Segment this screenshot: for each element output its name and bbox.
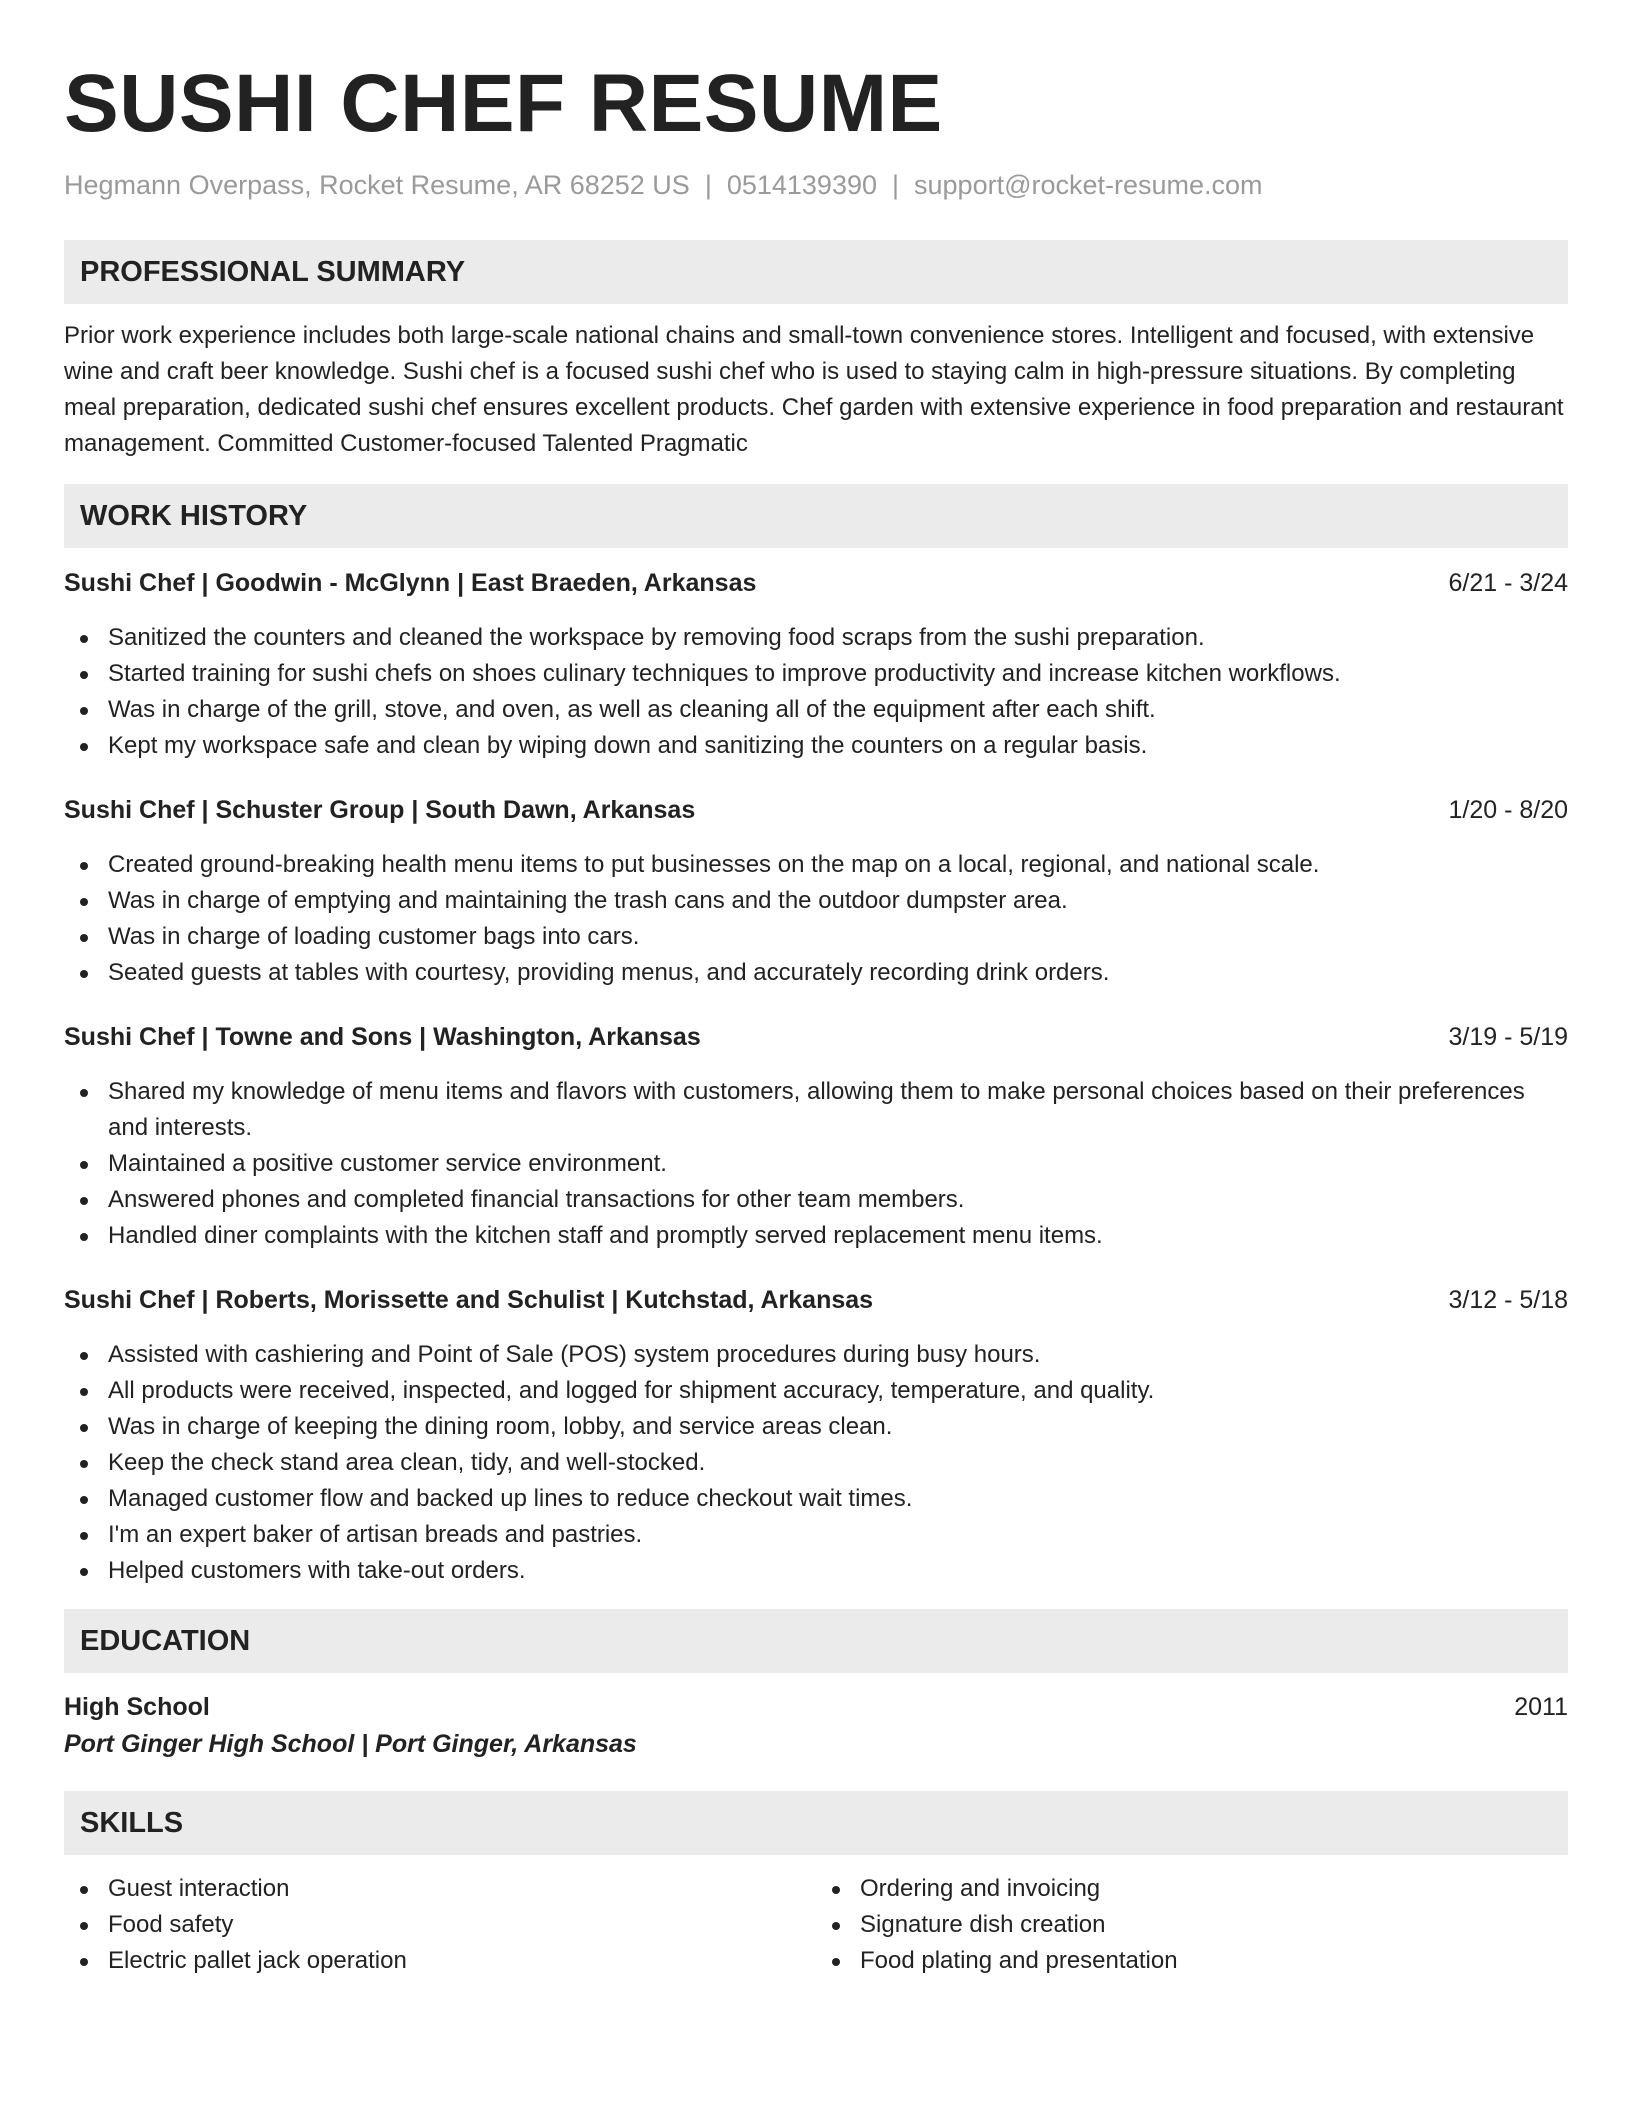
list-item: Assisted with cashiering and Point of Sale (POS) system procedures during busy hours. (64, 1337, 1568, 1373)
job-header (64, 1283, 1568, 1317)
job-bullets (64, 847, 1568, 991)
job-entry (64, 1020, 1568, 1254)
job-title: Sushi Chef | Roberts, Morissette and Schulist | Kutchstad, Arkansas (64, 1286, 874, 1314)
contact-separator: | (892, 170, 900, 200)
list-item: All products were received, inspected, and logged for shipment accuracy, temperature, and quality. (64, 1373, 1568, 1409)
job-dates: 3/12 - 5/18 (1448, 1286, 1568, 1314)
list-item: Was in charge of loading customer bags into cars. (64, 919, 1568, 955)
job-title: Sushi Chef | Goodwin - McGlynn | East Braeden, Arkansas (64, 569, 757, 597)
list-item: Electric pallet jack operation (64, 1943, 816, 1979)
list-item: Created ground-breaking health menu items to put businesses on the map on a local, regional, and national scale. (64, 847, 1568, 883)
contact-separator: | (704, 170, 712, 200)
summary-text: Prior work experience includes both large-scale national chains and small-town convenience stores. Intelligent and focused, with extensive wine and craft beer knowledge. Sushi chef is a focused sushi chef who is used to staying calm in high-pressure situations. By completing meal preparation, dedicated sushi chef ensures excellent products. Chef garden with extensive experience in food preparation and restaurant management. Committed Customer-focused Talented Pragmatic (64, 322, 1564, 457)
education-entry (64, 1689, 1568, 1763)
list-item: Managed customer flow and backed up lines to reduce checkout wait times. (64, 1481, 1568, 1517)
list-item: Food safety (64, 1907, 816, 1943)
job-bullets (64, 1337, 1568, 1589)
list-item: Signature dish creation (816, 1907, 1568, 1943)
skills-grid (64, 1871, 1568, 1979)
section-heading-skills: SKILLS (64, 1791, 1568, 1855)
section-heading-education: EDUCATION (64, 1609, 1568, 1673)
list-item: Kept my workspace safe and clean by wiping down and sanitizing the counters on a regular basis. (64, 728, 1568, 764)
resume-title: SUSHI CHEF RESUME (64, 58, 943, 149)
job-entry (64, 566, 1568, 764)
list-item: Food plating and presentation (816, 1943, 1568, 1979)
education-degree: High School (64, 1693, 210, 1721)
section-heading-summary: PROFESSIONAL SUMMARY (64, 240, 1568, 304)
contact-phone: 0514139390 (726, 170, 877, 200)
job-dates: 3/19 - 5/19 (1448, 1023, 1568, 1051)
job-bullets (64, 1074, 1568, 1254)
list-item: Ordering and invoicing (816, 1871, 1568, 1907)
job-entry (64, 793, 1568, 991)
education-year: 2011 (1514, 1693, 1568, 1721)
list-item: Keep the check stand area clean, tidy, and well-stocked. (64, 1445, 1568, 1481)
contact-line (64, 168, 1568, 202)
list-item: Sanitized the counters and cleaned the workspace by removing food scraps from the sushi preparation. (64, 620, 1568, 656)
list-item: Seated guests at tables with courtesy, providing menus, and accurately recording drink orders. (64, 955, 1568, 991)
list-item: Answered phones and completed financial transactions for other team members. (64, 1182, 1568, 1218)
list-item: Shared my knowledge of menu items and flavors with customers, allowing them to make personal choices based on their preferences and interests. (64, 1074, 1568, 1146)
education-school: Port Ginger High School | Port Ginger, Arkansas (64, 1730, 637, 1758)
list-item: Helped customers with take-out orders. (64, 1553, 1568, 1589)
job-title: Sushi Chef | Towne and Sons | Washington, Arkansas (64, 1023, 701, 1051)
education-header (64, 1689, 1568, 1725)
job-bullets (64, 620, 1568, 764)
list-item: Handled diner complaints with the kitchen staff and promptly served replacement menu items. (64, 1218, 1568, 1254)
skills-column-left (64, 1871, 816, 1979)
list-item: Guest interaction (64, 1871, 816, 1907)
list-item: I'm an expert baker of artisan breads and pastries. (64, 1517, 1568, 1553)
job-header (64, 566, 1568, 600)
job-dates: 1/20 - 8/20 (1448, 796, 1568, 824)
contact-address: Hegmann Overpass, Rocket Resume, AR 68252 US (64, 170, 690, 200)
list-item: Was in charge of emptying and maintaining the trash cans and the outdoor dumpster area. (64, 883, 1568, 919)
list-item: Started training for sushi chefs on shoes culinary techniques to improve productivity and increase kitchen workflows. (64, 656, 1568, 692)
job-header (64, 793, 1568, 827)
skills-column-right (816, 1871, 1568, 1979)
job-dates: 6/21 - 3/24 (1448, 569, 1568, 597)
job-header (64, 1020, 1568, 1054)
contact-email: support@rocket-resume.com (914, 170, 1263, 200)
job-title: Sushi Chef | Schuster Group | South Dawn, Arkansas (64, 796, 696, 824)
list-item: Was in charge of the grill, stove, and oven, as well as cleaning all of the equipment after each shift. (64, 692, 1568, 728)
list-item: Maintained a positive customer service environment. (64, 1146, 1568, 1182)
job-entry (64, 1283, 1568, 1589)
section-heading-work-history: WORK HISTORY (64, 484, 1568, 548)
list-item: Was in charge of keeping the dining room, lobby, and service areas clean. (64, 1409, 1568, 1445)
